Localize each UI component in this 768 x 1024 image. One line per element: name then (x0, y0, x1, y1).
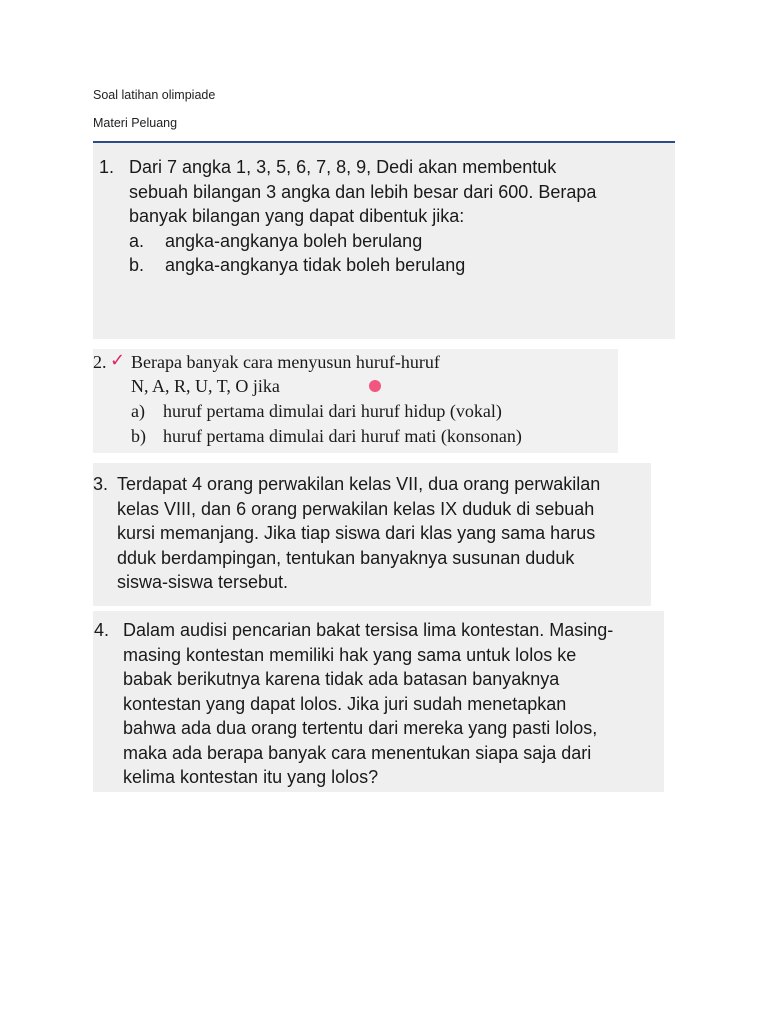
question-3-line-3: kursi memanjang. Jika tiap siswa dari klas yang sama harus (117, 523, 596, 543)
question-1-image (93, 143, 675, 339)
option-b-label: b) (131, 426, 146, 446)
question-2-number: 2. (93, 352, 107, 372)
option-a-text: huruf pertama dimulai dari huruf hidup (vokal) (163, 401, 502, 421)
question-4-line-3: babak berikutnya karena tidak ada batasan banyaknya (123, 669, 560, 689)
question-3-line-1: Terdapat 4 orang perwakilan kelas VII, dua orang perwakilan (117, 474, 601, 494)
question-4-image (93, 611, 664, 792)
question-3-number: 3. (93, 474, 109, 494)
question-4-line-2: masing kontestan memiliki hak yang sama untuk lolos ke (123, 644, 577, 665)
question-2-line-1: Berapa banyak cara menyusun huruf-huruf (131, 352, 440, 372)
question-1-option-a (129, 229, 422, 254)
question-1-option-b (129, 253, 465, 278)
document-subtitle: Materi Peluang (93, 116, 178, 130)
question-4-line-5: bahwa ada dua orang tertentu dari mereka yang pasti lolos, (123, 718, 598, 738)
question-1-line-3: banyak bilangan yang dapat dibentuk jika: (129, 206, 465, 226)
question-2-line-2: N, A, R, U, T, O jika (131, 376, 280, 396)
option-a-label: a. (129, 230, 145, 251)
option-b-label: b. (129, 255, 145, 275)
document-title: Soal latihan olimpiade (93, 88, 216, 102)
question-3-line-4: dduk berdampingan, tentukan banyaknya susunan duduk (117, 547, 575, 568)
question-1-line-1: Dari 7 angka 1, 3, 5, 6, 7, 8, 9, Dedi akan membentuk (129, 157, 557, 177)
question-2-option-b (131, 424, 522, 448)
checkmark-icon: ✓ (110, 350, 126, 371)
question-1-number: 1. (99, 157, 115, 177)
question-1-line-2: sebuah bilangan 3 angka dan lebih besar dari 600. Berapa (129, 181, 597, 202)
question-4-line-4: kontestan yang dapat lolos. Jika juri sudah menetapkan (123, 693, 567, 714)
question-4-line-1: Dalam audisi pencarian bakat tersisa lima kontestan. Masing- (123, 620, 614, 640)
question-2-image (93, 349, 618, 453)
pink-dot-annotation (369, 380, 381, 392)
question-3-line-5: siswa-siswa tersebut. (117, 572, 289, 592)
option-b-text: angka-angkanya tidak boleh berulang (165, 255, 466, 275)
question-4-number: 4. (94, 620, 110, 640)
question-2-option-a (131, 399, 502, 423)
question-4-line-7: kelima kontestan itu yang lolos? (123, 767, 379, 787)
option-a-text: angka-angkanya boleh berulang (165, 230, 423, 251)
option-a-label: a) (131, 401, 145, 421)
option-b-text: huruf pertama dimulai dari huruf mati (konsonan) (163, 426, 522, 446)
question-3-line-2: kelas VIII, dan 6 orang perwakilan kelas IX duduk di sebuah (117, 498, 595, 519)
question-4-line-6: maka ada berapa banyak cara menentukan siapa saja dari (123, 742, 592, 763)
question-3-image (93, 463, 651, 606)
